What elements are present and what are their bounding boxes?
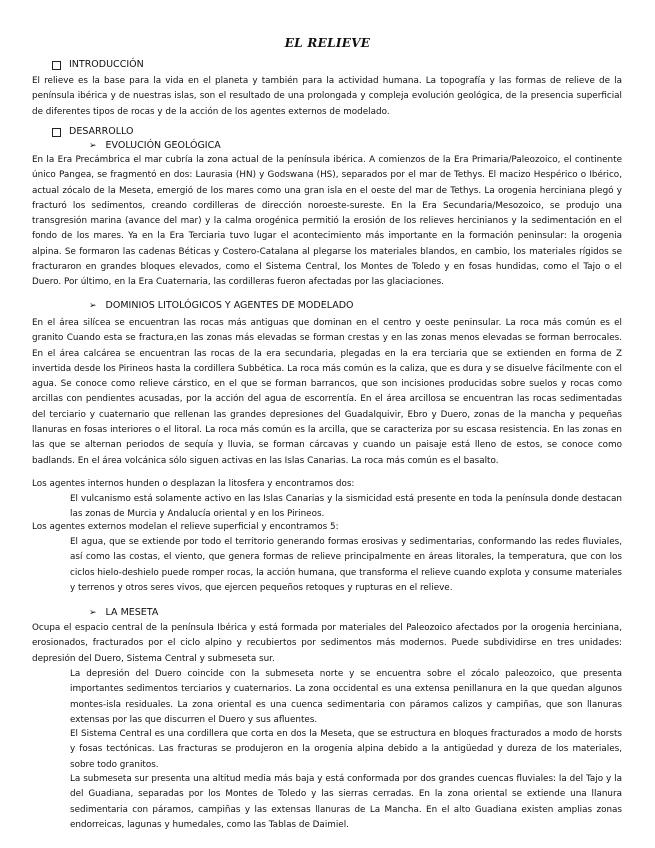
heading-introduccion-label: INTRODUCCIÓN <box>69 59 144 70</box>
arrow-bullet-icon: ➢ <box>89 608 97 618</box>
arrow-bullet-icon: ➢ <box>89 141 97 151</box>
submeseta-sur-paragraph: La submeseta sur presenta una altitud media más baja y está conformada por dos grandes cuencas fluviales: la del Tajo y la del Guadiana, separadas por los Montes de Toledo y las sierras cerradas. En la zona oriental se extiende una llanura sedimentaria con páramos, campiñas y las extensas llanuras de La Mancha. En el alto Guadiana existen amplias zonas endorreicas, lagunas y humedales, como las Tablas de Daimiel. <box>70 774 622 830</box>
meseta-paragraph: Ocupa el espacio central de la península Ibérica y está formada por materiales del Paleozoico afectados por la orogenia herciniana, erosionados, fracturados por el ciclo alpino y recubiertos por sedimentos más modernos. Puede subdividirse en tres unidades: depresión del Duero, Sistema Central y submeseta sur. <box>32 623 622 664</box>
checkbox-icon <box>52 128 61 137</box>
heading-meseta-label: LA MESETA <box>105 607 159 618</box>
heading-introduccion <box>52 58 144 72</box>
heading-evolucion <box>89 139 221 153</box>
heading-desarrollo-label: DESARROLLO <box>69 126 134 137</box>
duero-paragraph: La depresión del Duero coincide con la submeseta norte y se encuentra sobre el zócalo paleozoico, que presenta importantes sedimentos terciarios y cuaternarios. La zona occidental es una extensa penillanura en la que quedan algunos montes-isla residuales. La zona oriental es una cuenca sedimentaria con páramos calizos y campiñas, que son llanuras extensas por las que discurren el Duero y sus afluentes. <box>70 669 622 725</box>
arrow-bullet-icon: ➢ <box>89 301 97 311</box>
internos-intro: Los agentes internos hunden o desplazan la litosfera y encontramos dos: <box>32 479 355 489</box>
intro-paragraph: El relieve es la base para la vida en el planeta y también para la actividad humana. La topografía y las formas de relieve de la península ibérica y de nuestras islas, son el resultado de una prolongada y compleja evolución geológica, de la presencia superficial de diferentes tipos de rocas y de la acción de los agentes externos de modelado. <box>32 76 622 117</box>
document-title: EL RELIEVE <box>284 36 371 50</box>
heading-dominios <box>89 299 354 313</box>
checkbox-icon <box>52 61 61 70</box>
heading-desarrollo <box>52 125 133 139</box>
heading-dominios-label: DOMINIOS LITOLÓGICOS Y AGENTES DE MODELADO <box>105 300 354 311</box>
internos-paragraph: El vulcanismo está solamente activo en las Islas Canarias y la sismicidad está presente en toda la península donde destacan las zonas de Murcia y Andalucía oriental y en los Pirineos. <box>70 494 622 520</box>
dominios-paragraph: En el área silícea se encuentran las rocas más antiguas que dominan en el centro y oeste peninsular. La roca más común es el granito Cuando esta se fractura,en las zonas más elevadas se forman crestas y en las zonas menos elevadas se forman berrocales. En el área calcárea se encuentran las rocas de la era secundaria, plegadas en la era terciaria que se extienden en forma de Z invertida desde los Pirineos hasta la cordillera Subbética. La roca más común es la caliza, que es dura y se disuelve fácilmente con el agua. Se conoce como relieve cárstico, en el que se forman barrancos, que son incisiones producidas sobre suelos y rocas como arcillas con pendientes acusadas, por la acción del agua de escorrentía. En el área arcillosa se encuentran las rocas sedimentadas del terciario y cuaternario que rellenan las grandes depresiones del Guadalquivir, Ebro y Duero, zonas de la mancha y pequeñas llanuras en fosas interiores o el litoral. La roca más común es la arcilla, que se caracteriza por su escasa resistencia. En las zonas en las que se alternan periodos de sequía y lluvia, se forman cárcavas y cuando un paisaje está lleno de estos, se conoce como badlands. En el área volcánica sólo siguen activas en las Islas Canarias. La roca más común es el basalto. <box>32 318 622 466</box>
central-paragraph: El Sistema Central es una cordillera que corta en dos la Meseta, que se estructura en bloques fracturados a modo de horsts y fosas tectónicas. Las fracturas se produjeron en la orogenia alpina debido a la antigüedad y dureza de los materiales, sobre todo granitos. <box>70 729 622 770</box>
heading-evolucion-label: EVOLUCIÓN GEOLÓGICA <box>105 140 221 151</box>
evolucion-paragraph: En la Era Precámbrica el mar cubría la zona actual de la península ibérica. A comienzos de la Era Primaria/Paleozoico, el continente único Pangea, se fragmentó en dos: Laurasia (HN) y Godswana (HS), separados por el mar de Tethys. El macizo Hespérico o Ibérico, actual zócalo de la Meseta, emergió de los mares como una gran isla en el oeste del mar de Tethys. La orogenia herciniana plegó y fracturó los sedimentos, creando cordilleras de dirección noroeste-sureste. En la Era Secundaria/Mesozoico, se produjo una transgresión marina (avance del mar) y la calma orogénica permitió la erosión de los relieves hercinianos y la sedimentación en el fondo de los mares. Ya en la Era Terciaria tuvo lugar el acontecimiento más importante en la formación peninsular: la orogenia alpina. Se formaron las cadenas Béticas y Costero-Catalana al plegarse los materiales blandos, en cambio, los materiales rígidos se fracturaron en grandes bloques elevados, como el Sistema Central, los Montes de Toledo y en fosas hundidas, como el Tajo o el Duero. Por último, en la Era Cuaternaria, las cordilleras fueron afectadas por las glaciaciones. <box>32 155 622 288</box>
externos-intro: Los agentes externos modelan el relieve superficial y encontramos 5: <box>32 522 339 532</box>
heading-meseta <box>89 606 158 620</box>
externos-paragraph: El agua, que se extiende por todo el territorio generando formas erosivas y sedimentarias, conformando las redes fluviales, así como las costas, el viento, que genera formas de relieve principalmente en áreas litorales, la temperatura, que con los ciclos hielo-deshielo puede romper rocas, la acción humana, que transforma el relieve cuando explota y consume materiales y terrenos y otros seres vivos, que ejercen pequeños retoques y rupturas en el relieve. <box>70 537 622 593</box>
